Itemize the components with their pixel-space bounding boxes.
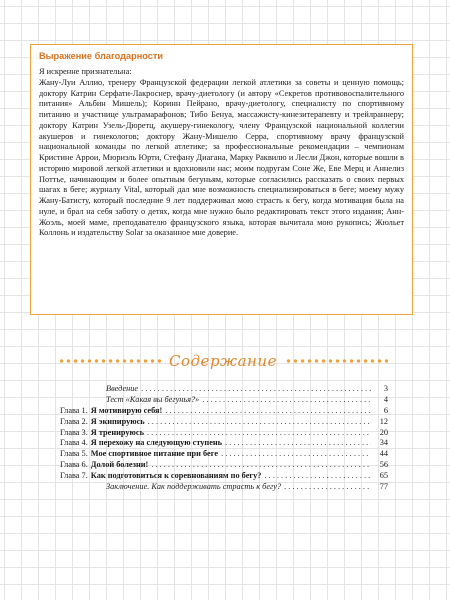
toc-entry-page: 3 <box>383 384 388 393</box>
acknowledgements-body: Жану-Луи Аллио, тренеру Французской федерации легкой атлетики за советы и ценную помощь; доктору Катрин Серфати-Лакроснер, врачу-диетологу (и автору «Секретов противовоспалительного питания» Альбин Мишель); Коринн Пейрано, врачу-диетологу, специалисту по спортивному питанию и участнице ультрамарафонов; Тибо Бенуа, массажисту-кинезитерапевту и трейлраннеру; доктору Катрин Узель-Дюретц, акушеру-гинекологу, члену Французской национальной коллегии акушеров и гинекологов; доктору Жану-Мишелю Серра, спортивному врачу французской национальной команды по легкой атлетике; за профессиональные рекомендации – чемпионам Кристине Аррои, Мюриэль Юрти, Стефану Диагана, Марку Раквилю и Лесли Джон, которые вошли в историю мировой легкой атлетики и вдохновили нас; моим подругам Соне Же, Еве Мерц и Аннелиз Поттье, начинающим и более опытным бегуньям, которые согласились рассказать о своих первых шагах в беге; журналу Vital, который дал мне возможность специализироваться в беге; моему мужу Жану-Батисту, который последние 9 лет поддерживал мою страсть к бегу, когда мотивация была на нуле, и брал на себя заботу о детях, когда мне нужно было редактировать текст этого издания; Анн-Жоэль, моей маме, преподавателю французского языка, которая вычитала мою рукопись; Жюльет Коллонь и издательству Solar за оказанное мне доверие. <box>39 77 404 238</box>
toc-entry-label: Я экипируюсь <box>90 416 145 426</box>
toc-entry-label: Заключение. Как поддерживать страсть к бегу? <box>106 482 282 492</box>
toc-entry-prefix: Глава 4. <box>60 438 88 448</box>
toc-entry-page: 12 <box>379 416 388 426</box>
toc-entry-prefix: Глава 6. <box>60 460 88 470</box>
toc-entry[interactable] <box>60 449 388 460</box>
toc-dot-leader <box>284 482 371 491</box>
toc-entry[interactable] <box>60 417 388 428</box>
toc-entry-page: 6 <box>383 405 388 415</box>
toc-title: Содержание <box>169 352 277 370</box>
toc-entry-prefix: Глава 7. <box>60 471 88 481</box>
toc-entry-label: Мое спортивное питание при беге <box>90 449 219 459</box>
table-of-contents <box>60 384 388 493</box>
acknowledgements-box <box>30 44 413 315</box>
acknowledgements-text <box>39 67 404 239</box>
toc-entry-prefix: Глава 2. <box>60 416 88 426</box>
toc-entry[interactable] <box>60 471 388 482</box>
toc-entry-label: Я тренируюсь <box>90 427 144 437</box>
dotted-rule-right <box>285 359 388 363</box>
toc-entry-page: 44 <box>379 449 388 459</box>
toc-entry[interactable] <box>60 428 388 439</box>
toc-entry-page: 65 <box>379 471 388 481</box>
toc-dot-leader <box>221 449 371 458</box>
toc-dot-leader <box>202 395 371 404</box>
toc-entry[interactable] <box>60 482 388 493</box>
toc-entry-label: Я перехожу на следующую ступень <box>90 438 223 448</box>
toc-entry-label: Как подготовиться к соревнованиям по бегу? <box>90 471 262 481</box>
toc-entry-label: Долой болезни! <box>90 460 149 470</box>
toc-dot-leader <box>147 428 371 437</box>
toc-entry[interactable] <box>60 460 388 471</box>
dotted-rule-left <box>58 359 161 363</box>
toc-entry[interactable] <box>60 395 388 406</box>
toc-entry-page: 34 <box>379 438 388 448</box>
acknowledgements-intro: Я искренне признательна: <box>39 67 132 76</box>
toc-dot-leader <box>148 417 371 426</box>
toc-dot-leader <box>151 460 371 469</box>
toc-entry[interactable] <box>60 406 388 417</box>
toc-entry[interactable] <box>60 384 388 395</box>
toc-entry-page: 4 <box>383 394 388 404</box>
acknowledgements-title: Выражение благодарности <box>39 51 164 61</box>
toc-dot-leader <box>225 438 371 447</box>
toc-entry-page: 77 <box>379 482 388 492</box>
toc-dot-leader <box>165 406 371 415</box>
toc-entry-page: 20 <box>379 427 388 437</box>
toc-entry[interactable] <box>60 438 388 449</box>
toc-entry-prefix: Глава 3. <box>60 427 88 437</box>
toc-entry-label: Тест «Какая вы бегунья?» <box>106 394 200 404</box>
toc-header <box>58 348 388 374</box>
toc-entry-page: 56 <box>379 460 388 470</box>
toc-dot-leader <box>141 384 371 393</box>
toc-entry-prefix: Глава 1. <box>60 405 88 415</box>
toc-entry-label: Я мотивирую себя! <box>90 405 163 415</box>
toc-dot-leader <box>264 471 371 480</box>
toc-entry-label: Введение <box>106 384 139 393</box>
toc-entry-prefix: Глава 5. <box>60 449 88 459</box>
